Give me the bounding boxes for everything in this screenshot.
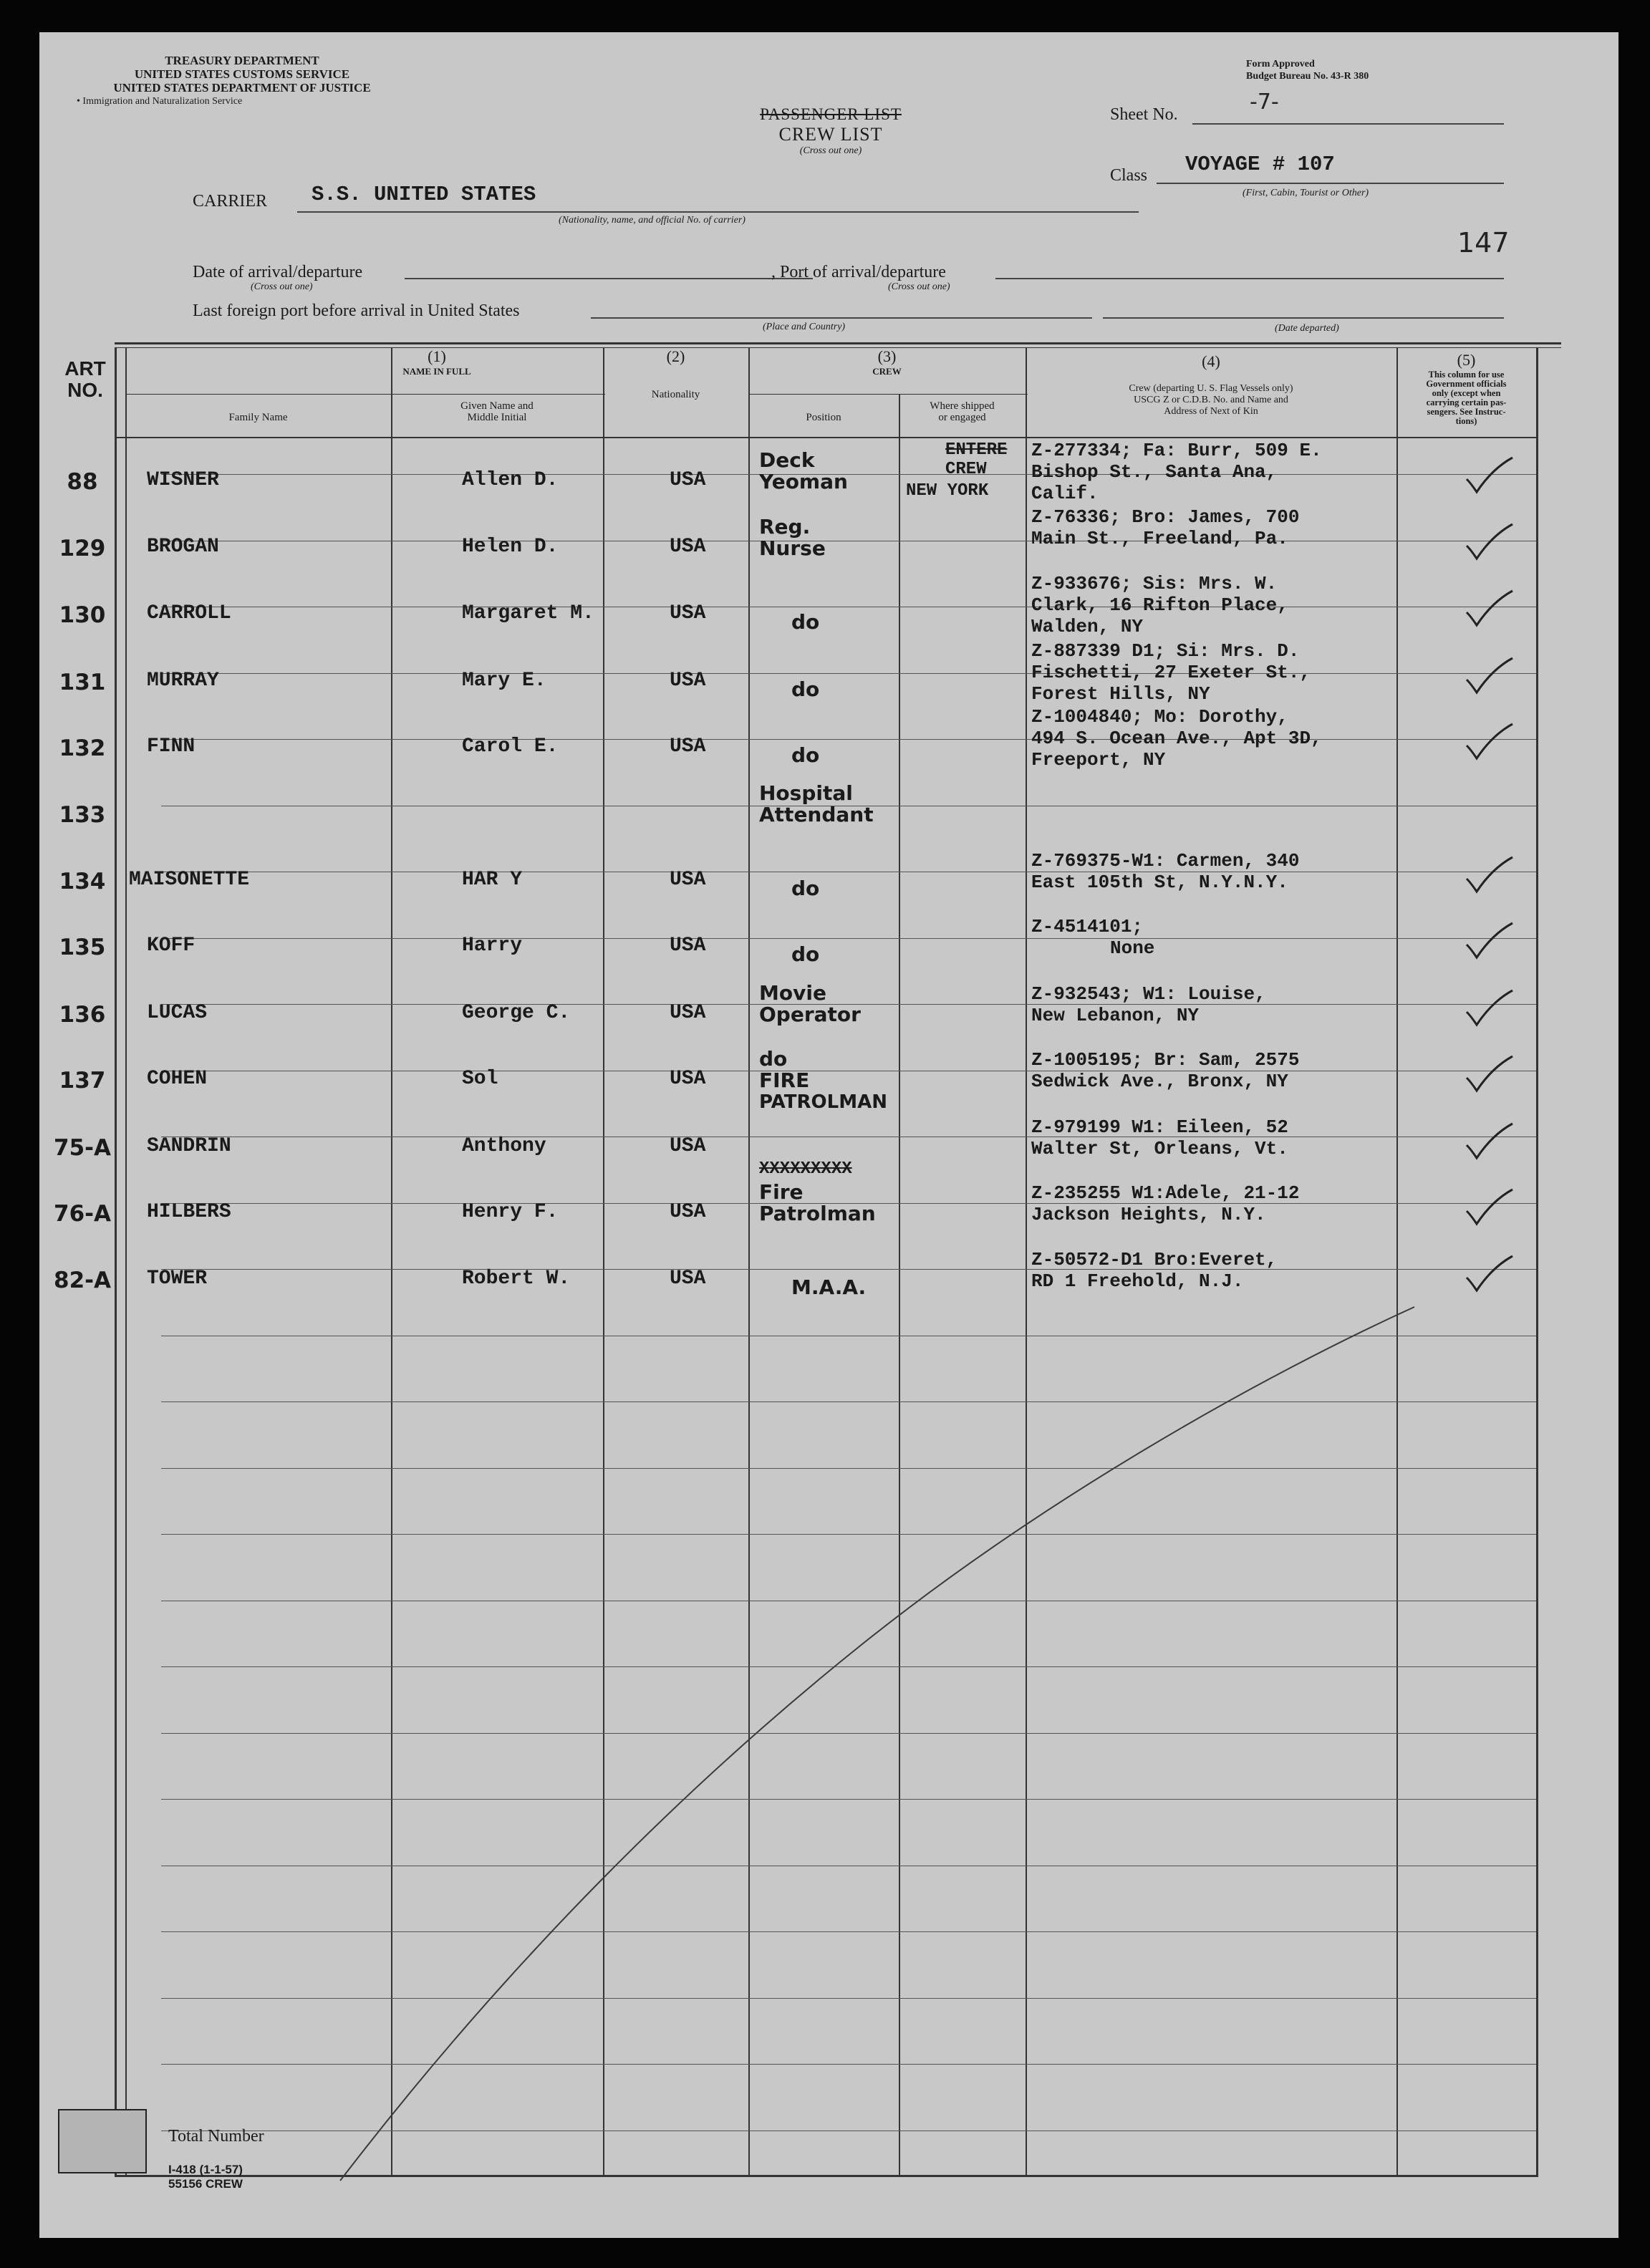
row-nationality: USA <box>670 869 706 891</box>
total-number-box <box>58 2109 147 2173</box>
header-col2-num: (2) <box>666 347 685 365</box>
header-art-no-text: ART NO. <box>64 357 106 401</box>
header-kin-line-3: Address of Next of Kin <box>1164 406 1258 417</box>
row-position-line-1: Movie <box>759 981 826 1005</box>
row-family-name: FINN <box>147 735 196 758</box>
row-position-line-2: Patrolman <box>759 1202 876 1225</box>
header-col1-title: NAME IN FULL <box>402 366 471 377</box>
row-kin-line-2: New Lebanon, NY <box>1031 1005 1200 1026</box>
header-shipped-line-2: or engaged <box>938 412 986 423</box>
row-art-number: 136 <box>59 1002 106 1028</box>
port-label: , Port of arrival/departure <box>771 263 946 281</box>
row-kin-line-1: Z-769375-W1: Carmen, 340 <box>1031 850 1300 872</box>
row-art-number: 131 <box>59 670 106 695</box>
row-art-number: 76-A <box>54 1201 111 1227</box>
row-art-number: 133 <box>59 802 106 828</box>
row-kin-line-1: Z-76336; Bro: James, 700 <box>1031 506 1300 528</box>
row-nationality: USA <box>670 469 706 491</box>
class-label: Class <box>1110 166 1148 185</box>
total-number-label: Total Number <box>168 2127 264 2146</box>
row-kin-line-2: Clark, 16 Rifton Place, <box>1031 594 1288 616</box>
header-kin-line-2: USCG Z or C.D.B. No. and Name and <box>1134 395 1288 405</box>
class-value: VOYAGE # 107 <box>1185 153 1335 176</box>
row-nationality: USA <box>670 935 706 957</box>
header-col3-num: (3) <box>877 347 897 365</box>
header-gov-line-6: tions) <box>1455 416 1477 426</box>
row-nationality: USA <box>670 670 706 692</box>
header-given-line-1: Given Name and <box>460 400 534 412</box>
row-position-line-3: PATROLMAN <box>759 1091 887 1113</box>
row-shipped-line-2: CREW <box>945 460 987 479</box>
row-given-name: Mary E. <box>462 670 546 692</box>
diagonal-strike-line <box>39 32 1618 2238</box>
header-position: Position <box>806 412 841 423</box>
row-kin-line-2: None <box>1110 937 1155 959</box>
header-gov-line-4: carrying certain pas- <box>1426 397 1507 407</box>
row-family-name: BROGAN <box>147 536 219 558</box>
row-family-name: CARROLL <box>147 602 231 624</box>
row-position-line-1: do <box>791 877 820 900</box>
row-position-line-2: Yeoman <box>759 470 848 493</box>
form-approved-line-1: Form Approved <box>1246 59 1315 69</box>
row-kin-line-2: 494 S. Ocean Ave., Apt 3D, <box>1031 728 1322 749</box>
row-given-name: HAR Y <box>462 869 523 891</box>
row-given-name: Henry F. <box>462 1201 559 1223</box>
row-kin-line-3: Walden, NY <box>1031 616 1144 637</box>
date-departed-note: (Date departed) <box>1275 323 1339 334</box>
row-family-name: MURRAY <box>147 670 219 692</box>
crew-list-document <box>39 32 1618 2238</box>
row-position-line-2: Nurse <box>759 536 826 560</box>
header-gov-line-3: only (except when <box>1432 388 1501 398</box>
row-art-number: 129 <box>59 536 106 561</box>
row-family-name: LUCAS <box>147 1002 208 1024</box>
row-shipped-line-1: ENTERE <box>945 440 1008 460</box>
row-position-line-1: Deck <box>759 448 815 472</box>
row-art-number: 134 <box>59 869 106 894</box>
header-col4-num: (4) <box>1202 352 1220 370</box>
row-nationality: USA <box>670 1068 706 1090</box>
carrier-value: S.S. UNITED STATES <box>312 183 536 206</box>
row-given-name: Carol E. <box>462 735 559 758</box>
row-given-name: Harry <box>462 935 523 957</box>
row-position-line-1: do <box>791 743 820 767</box>
row-position-line-1: Reg. <box>759 515 811 539</box>
row-kin-line-2: Main St., Freeland, Pa. <box>1031 528 1288 549</box>
row-kin-line-2: Jackson Heights, N.Y. <box>1031 1204 1266 1225</box>
row-position-line-1: do <box>791 610 820 634</box>
last-port-label: Last foreign port before arrival in United States <box>193 301 520 320</box>
title-note: (Cross out one) <box>799 145 862 156</box>
row-kin-line-1: Z-1005195; Br: Sam, 2575 <box>1031 1049 1300 1071</box>
row-art-number: 135 <box>59 935 106 960</box>
class-note: (First, Cabin, Tourist or Other) <box>1243 188 1369 198</box>
row-kin-line-1: Z-933676; Sis: Mrs. W. <box>1031 573 1278 594</box>
header-crew: CREW <box>872 366 902 377</box>
agency-line-2: UNITED STATES CUSTOMS SERVICE <box>134 67 350 81</box>
header-col1-num: (1) <box>428 347 446 365</box>
header-kin-line-1: Crew (departing U. S. Flag Vessels only) <box>1129 383 1293 394</box>
row-kin-line-2: RD 1 Freehold, N.J. <box>1031 1270 1244 1292</box>
page-number: 147 <box>1457 227 1510 259</box>
header-gov-line-1: This column for use <box>1428 370 1505 380</box>
sheet-label: Sheet No. <box>1110 105 1178 124</box>
row-family-name: TOWER <box>147 1268 208 1290</box>
row-given-name: Helen D. <box>462 536 559 558</box>
arrival-date-note: (Cross out one) <box>251 281 313 292</box>
header-shipped-line-1: Where shipped <box>930 400 995 412</box>
row-art-number: 88 <box>67 469 98 495</box>
row-art-number: 132 <box>59 735 106 761</box>
place-note: (Place and Country) <box>763 322 846 332</box>
row-kin-line-1: Z-235255 W1:Adele, 21-12 <box>1031 1182 1300 1204</box>
row-shipped-line-3: NEW YORK <box>906 481 989 501</box>
form-number-line-1: I-418 (1-1-57) <box>168 2163 243 2176</box>
row-kin-line-1: Z-1004840; Mo: Dorothy, <box>1031 706 1288 728</box>
row-position-line-1: do <box>791 677 820 701</box>
header-nationality: Nationality <box>651 389 700 400</box>
row-kin-line-3: Forest Hills, NY <box>1031 683 1210 705</box>
row-given-name: Anthony <box>462 1135 546 1157</box>
carrier-note: (Nationality, name, and official No. of carrier) <box>559 215 746 226</box>
row-kin-line-2: Fischetti, 27 Exeter St., <box>1031 662 1311 683</box>
row-kin-line-1: Z-979199 W1: Eileen, 52 <box>1031 1116 1288 1138</box>
row-nationality: USA <box>670 1002 706 1024</box>
form-number <box>168 2163 243 2191</box>
row-kin-line-1: Z-4514101; <box>1031 916 1144 937</box>
header-family-name: Family Name <box>228 412 288 423</box>
arrival-date-label: Date of arrival/departure <box>193 263 363 281</box>
sheet-value: -7- <box>1250 90 1279 115</box>
agency-line-1: TREASURY DEPARTMENT <box>165 54 319 67</box>
title-passenger-struck: PASSENGER LIST <box>760 105 902 123</box>
row-nationality: USA <box>670 735 706 758</box>
row-family-name: HILBERS <box>147 1201 231 1223</box>
row-family-name: COHEN <box>147 1068 208 1090</box>
row-kin-line-3: Freeport, NY <box>1031 749 1166 771</box>
agency-line-3: UNITED STATES DEPARTMENT OF JUSTICE <box>113 81 371 95</box>
row-nationality: USA <box>670 1201 706 1223</box>
row-nationality: USA <box>670 1268 706 1290</box>
row-kin-line-1: Z-50572-D1 Bro:Everet, <box>1031 1249 1278 1270</box>
row-position-struck: XXXXXXXXX <box>759 1159 852 1179</box>
row-art-number: 137 <box>59 1068 106 1094</box>
header-gov-line-2: Government officials <box>1426 379 1507 389</box>
row-position-line-2: Attendant <box>759 803 874 826</box>
row-given-name: Margaret M. <box>462 602 594 624</box>
row-position-line-1: Hospital <box>759 781 853 805</box>
row-position-line-1: M.A.A. <box>791 1275 867 1299</box>
row-art-number: 82-A <box>54 1268 111 1293</box>
row-kin-line-1: Z-932543; W1: Louise, <box>1031 983 1266 1005</box>
row-kin-line-1: Z-277334; Fa: Burr, 509 E. <box>1031 440 1322 461</box>
agency-line-4: • Immigration and Naturalization Service <box>77 96 243 107</box>
row-nationality: USA <box>670 602 706 624</box>
row-kin-line-3: Calif. <box>1031 483 1099 504</box>
row-kin-line-1: Z-887339 D1; Si: Mrs. D. <box>1031 640 1300 662</box>
row-position-line-1: do <box>759 1047 788 1071</box>
row-kin-line-2: East 105th St, N.Y.N.Y. <box>1031 872 1288 893</box>
row-family-name: KOFF <box>147 935 196 957</box>
row-nationality: USA <box>670 1135 706 1157</box>
row-kin-line-2: Walter St, Orleans, Vt. <box>1031 1138 1288 1159</box>
form-number-line-2: 55156 CREW <box>168 2177 243 2191</box>
row-position-line-2: FIRE <box>759 1068 810 1092</box>
row-given-name: George C. <box>462 1002 571 1024</box>
row-family-name: MAISONETTE <box>129 869 250 891</box>
port-note: (Cross out one) <box>888 281 950 292</box>
row-art-number: 75-A <box>54 1135 111 1161</box>
row-given-name: Allen D. <box>462 469 559 491</box>
row-given-name: Robert W. <box>462 1268 571 1290</box>
row-position-line-1: Fire <box>759 1180 804 1204</box>
row-given-name: Sol <box>462 1068 498 1090</box>
row-nationality: USA <box>670 536 706 558</box>
header-col5-num: (5) <box>1457 351 1476 369</box>
carrier-label: CARRIER <box>193 192 268 211</box>
title-crew: CREW LIST <box>778 124 883 145</box>
header-given-line-2: Middle Initial <box>467 412 527 423</box>
form-approved-line-2: Budget Bureau No. 43-R 380 <box>1246 71 1369 82</box>
row-art-number: 130 <box>59 602 106 628</box>
row-family-name: WISNER <box>147 469 219 491</box>
row-kin-line-2: Sedwick Ave., Bronx, NY <box>1031 1071 1288 1092</box>
header-gov-line-5: sengers. See Instruc- <box>1427 407 1506 417</box>
row-kin-line-2: Bishop St., Santa Ana, <box>1031 461 1278 483</box>
row-position-line-1: do <box>791 942 820 966</box>
row-family-name: SANDRIN <box>147 1135 231 1157</box>
row-position-line-2: Operator <box>759 1003 861 1026</box>
